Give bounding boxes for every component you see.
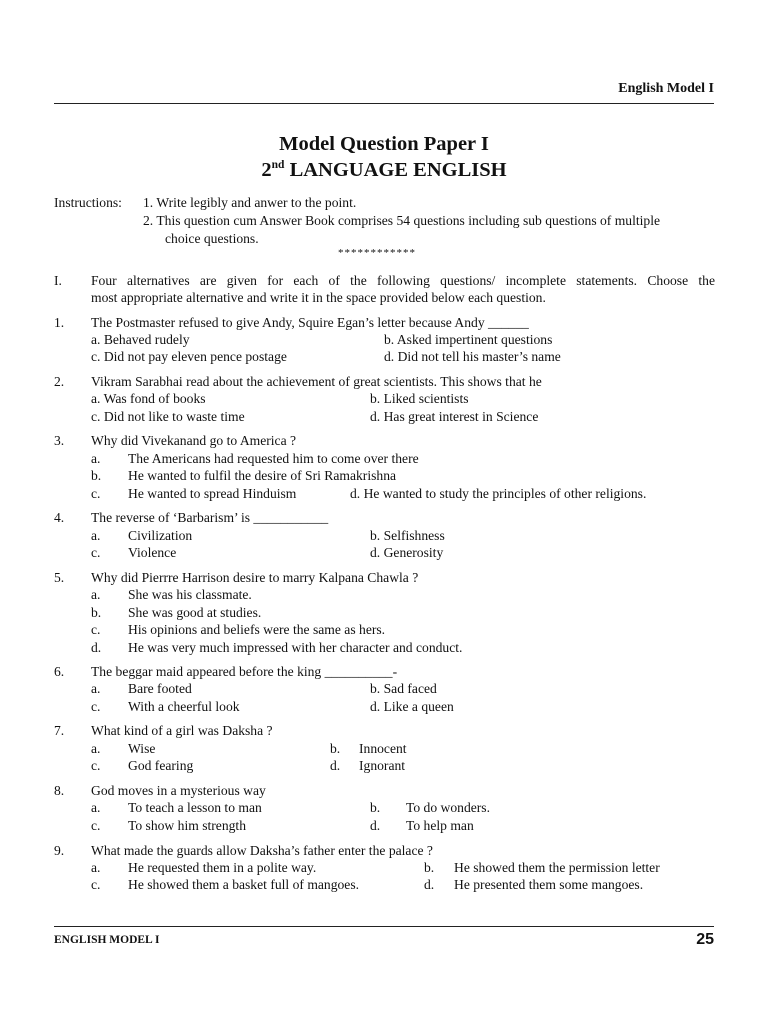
option-a-letter: a.: [91, 860, 101, 875]
option-c-letter: c.: [91, 877, 101, 892]
option-b: b. Asked impertinent questions: [384, 332, 553, 347]
option-a: a. Was fond of books: [91, 391, 206, 406]
option-b: To do wonders.: [406, 800, 490, 815]
instructions-label: Instructions:: [54, 195, 122, 210]
option-b-letter: b.: [91, 605, 102, 620]
option-b-letter: b.: [330, 741, 341, 756]
option-c: Violence: [128, 545, 177, 560]
option-d: d. Did not tell his master’s name: [384, 349, 561, 364]
option-a: Wise: [128, 741, 156, 756]
question-number: 3.: [54, 433, 65, 448]
header-rule: [54, 103, 714, 104]
question-number: 9.: [54, 843, 65, 858]
option-c-letter: c.: [91, 486, 101, 501]
option-a-letter: a.: [91, 741, 101, 756]
section-instruction-line-2: most appropriate alternative and write it in the space provided below each question.: [91, 290, 546, 305]
question-text: The reverse of ‘Barbarism’ is ___________: [91, 510, 329, 525]
subtitle-ordinal: nd: [271, 159, 285, 171]
question-number: 8.: [54, 783, 65, 798]
option-b: b. Liked scientists: [370, 391, 469, 406]
option-d-letter: d.: [330, 758, 341, 773]
option-c-letter: c.: [91, 545, 101, 560]
question-text: Vikram Sarabhai read about the achievement of great scientists. This shows that he: [91, 374, 542, 389]
option-b-letter: b.: [424, 860, 435, 875]
page-number: 25: [696, 931, 714, 948]
option-c-letter: c.: [91, 818, 101, 833]
option-c: He showed them a basket full of mangoes.: [128, 877, 360, 892]
question-text: God moves in a mysterious way: [91, 783, 266, 798]
option-b-letter: b.: [91, 468, 102, 483]
option-a-letter: a.: [91, 800, 101, 815]
subtitle-text: LANGUAGE ENGLISH: [284, 159, 507, 181]
option-a: Bare footed: [128, 681, 192, 696]
option-d: He was very much impressed with her character and conduct.: [128, 640, 463, 655]
option-a: She was his classmate.: [128, 587, 252, 602]
option-c: He wanted to spread Hinduism: [128, 486, 297, 501]
option-b: He wanted to fulfil the desire of Sri Ramakrishna: [128, 468, 397, 483]
option-d-letter: d.: [91, 640, 102, 655]
option-b: Innocent: [359, 741, 407, 756]
option-d: To help man: [406, 818, 474, 833]
footer-rule: [54, 926, 714, 927]
question-text: The beggar maid appeared before the king __________-: [91, 664, 398, 679]
option-a: To teach a lesson to man: [128, 800, 262, 815]
question-text: Why did Pierrre Harrison desire to marry Kalpana Chawla ?: [91, 570, 419, 585]
question-text: Why did Vivekanand go to America ?: [91, 433, 297, 448]
option-c: To show him strength: [128, 818, 246, 833]
separator-stars: ************: [338, 247, 416, 259]
question-number: 5.: [54, 570, 65, 585]
option-b: She was good at studies.: [128, 605, 262, 620]
option-a: Civilization: [128, 528, 193, 543]
option-c: c. Did not like to waste time: [91, 409, 245, 424]
question-number: 2.: [54, 374, 65, 389]
instruction-1: 1. Write legibly and anwer to the point.: [143, 195, 357, 210]
option-a-letter: a.: [91, 451, 101, 466]
question-text: What made the guards allow Daksha’s father enter the palace ?: [91, 843, 433, 858]
option-d: Ignorant: [359, 758, 406, 773]
question-number: 4.: [54, 510, 65, 525]
instruction-2: 2. This question cum Answer Book comprises 54 questions including sub questions of multiple: [143, 213, 661, 228]
option-a-letter: a.: [91, 587, 101, 602]
option-d-letter: d.: [424, 877, 435, 892]
option-a: The Americans had requested him to come over there: [128, 451, 419, 466]
section-instruction-line-1: Four alternatives are given for each of the following questions/ incomplete statements. Choose the: [91, 273, 715, 288]
option-d: d. Has great interest in Science: [370, 409, 539, 424]
option-a: He requested them in a polite way.: [128, 860, 317, 875]
option-d: d. Like a queen: [370, 699, 454, 714]
subtitle-number: 2: [261, 159, 272, 181]
option-a-letter: a.: [91, 528, 101, 543]
section-number: I.: [54, 273, 62, 288]
question-number: 1.: [54, 315, 65, 330]
option-d: He presented them some mangoes.: [454, 877, 644, 892]
option-a: a. Behaved rudely: [91, 332, 190, 347]
option-a-letter: a.: [91, 681, 101, 696]
question-text: What kind of a girl was Daksha ?: [91, 723, 273, 738]
question-number: 7.: [54, 723, 65, 738]
option-b-letter: b.: [370, 800, 381, 815]
option-c: With a cheerful look: [128, 699, 240, 714]
option-b: b. Selfishness: [370, 528, 445, 543]
option-c: c. Did not pay eleven pence postage: [91, 349, 287, 364]
option-d: d. Generosity: [370, 545, 444, 560]
paper-title: Model Question Paper I: [279, 133, 489, 155]
option-d: d. He wanted to study the principles of other religions.: [350, 486, 647, 501]
option-c: His opinions and beliefs were the same as hers.: [128, 622, 386, 637]
option-c-letter: c.: [91, 699, 101, 714]
option-b: He showed them the permission letter: [454, 860, 660, 875]
option-c-letter: c.: [91, 622, 101, 637]
instruction-2-continued: choice questions.: [165, 231, 259, 246]
option-b: b. Sad faced: [370, 681, 437, 696]
footer-title: ENGLISH MODEL I: [54, 934, 160, 946]
running-header-title: English Model I: [618, 81, 714, 96]
option-d-letter: d.: [370, 818, 381, 833]
paper-subtitle: [0, 159, 768, 182]
question-text: The Postmaster refused to give Andy, Squire Egan’s letter because Andy ______: [91, 315, 529, 330]
option-c: God fearing: [128, 758, 194, 773]
option-c-letter: c.: [91, 758, 101, 773]
question-number: 6.: [54, 664, 65, 679]
